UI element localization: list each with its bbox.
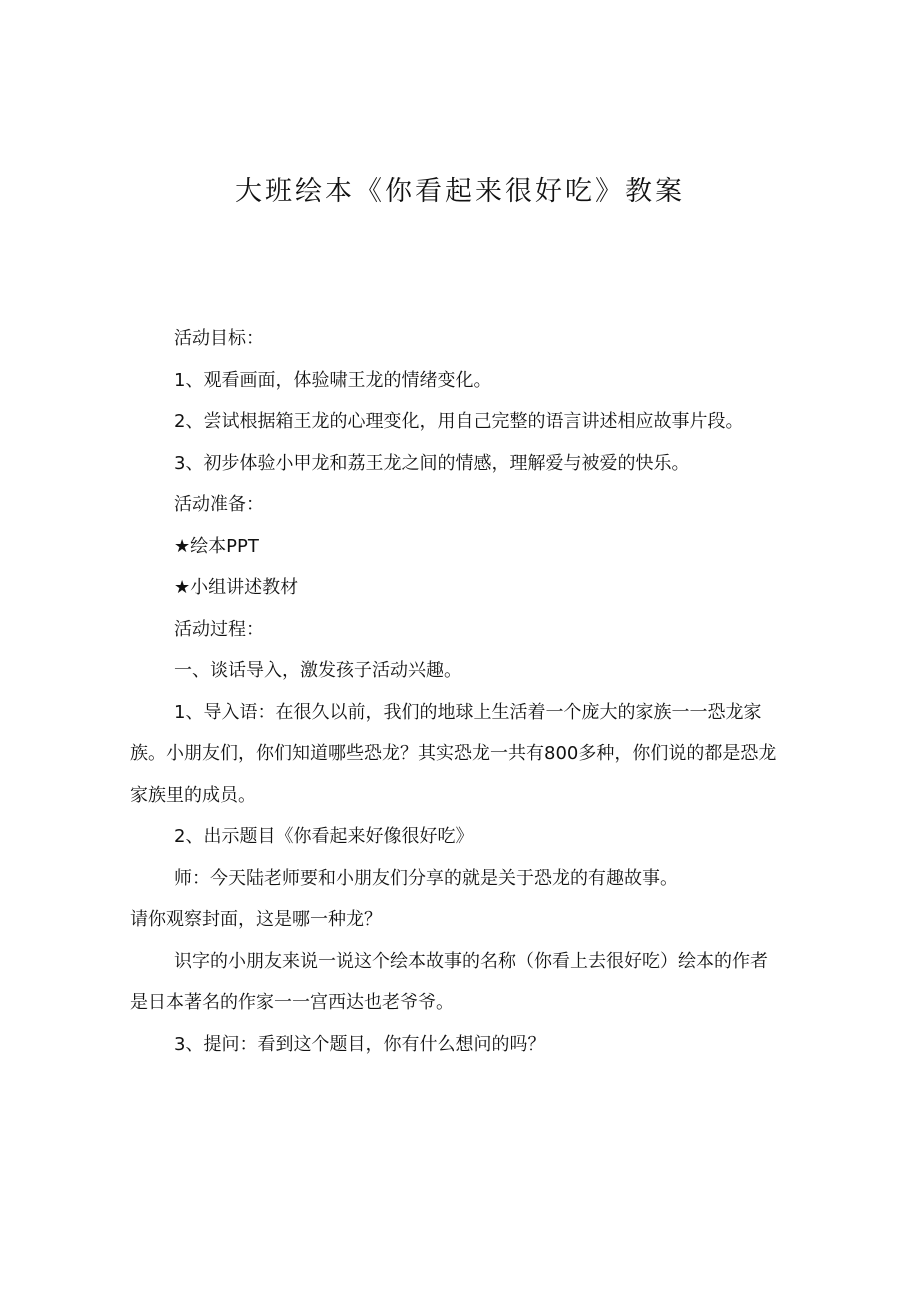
section-heading-preparation: 活动准备： [174, 494, 264, 515]
process-paragraph-question: 3、提问：看到这个题目，你有什么想问的吗？ [174, 1033, 546, 1055]
goal-item-1: 1、观看画面，体验啸王龙的情绪变化。 [174, 369, 492, 391]
process-paragraph-teacher: 师：今天陆老师要和小朋友们分享的就是关于恐龙的有趣故事。 [174, 867, 678, 889]
section-heading-process: 活动过程： [174, 618, 264, 640]
process-paragraph-observe: 请你观察封面，这是哪一种龙？ [130, 909, 382, 930]
process-paragraph-intro: 1、导入语：在很久以前，我们的地球上生活着一个庞大的家族一一恐龙家族。小朋友们，你们知道哪些恐龙？其实恐龙一共有800多种，你们说的都是恐龙家族里的成员。 [130, 701, 777, 806]
process-step-heading-1: 一、谈话导入，激发孩子活动兴趣。 [174, 660, 462, 681]
section-heading-goals: 活动目标： [174, 328, 264, 349]
goal-item-3: 3、初步体验小甲龙和荔王龙之间的情感，理解爱与被爱的快乐。 [174, 452, 690, 474]
document-body [130, 318, 780, 1065]
document-title: 大班绘本《你看起来很好吃》教案 [235, 176, 685, 207]
process-paragraph-title: 2、出示题目《你看起来好像很好吃》 [174, 826, 474, 847]
preparation-item-2: ★小组讲述教材 [174, 577, 299, 598]
preparation-item-1: ★绘本PPT [174, 535, 259, 557]
process-paragraph-author: 识字的小朋友来说一说这个绘本故事的名称（你看上去很好吃）绘本的作者是日本著名的作家一一宫西达也老爷爷。 [130, 950, 768, 1013]
goal-item-2: 2、尝试根据箱王龙的心理变化，用自己完整的语言讲述相应故事片段。 [174, 411, 744, 432]
